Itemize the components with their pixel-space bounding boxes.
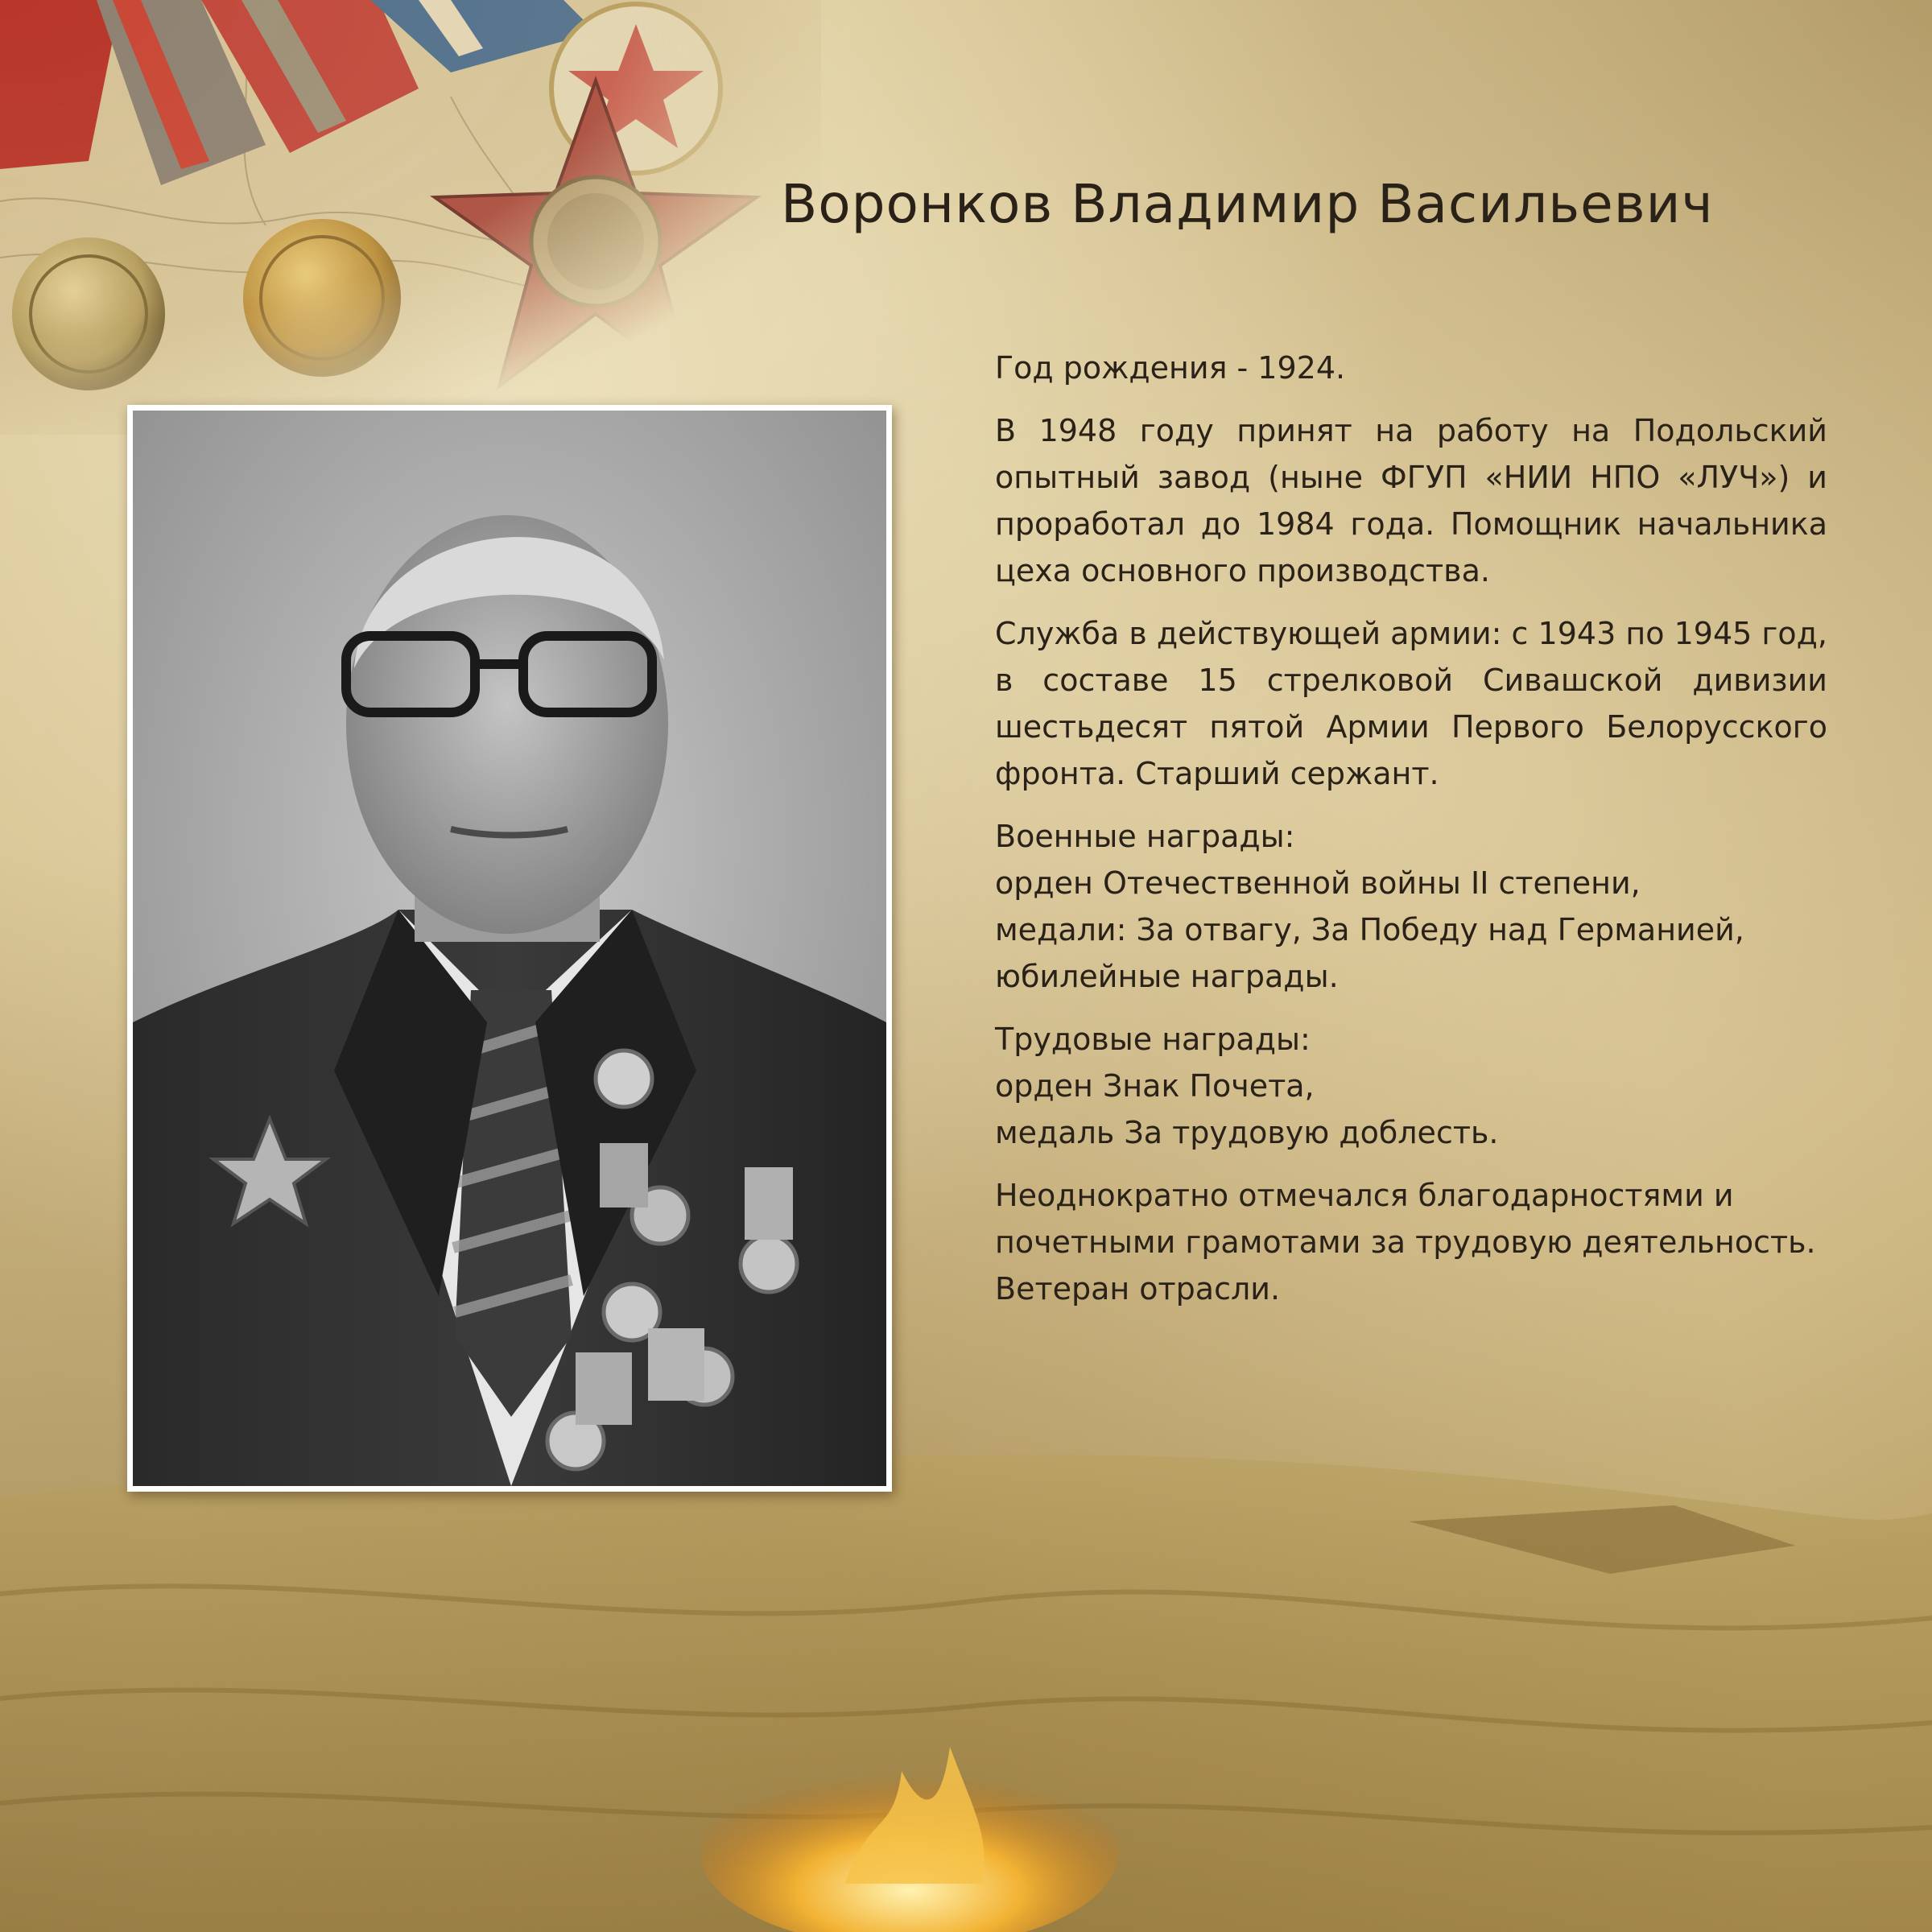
medals-decoration bbox=[0, 0, 821, 435]
portrait-frame bbox=[127, 405, 892, 1492]
biography-text bbox=[995, 345, 1827, 1328]
recognition: Неоднократно отмечался благодарностями и почетными грамотами за трудовую деятельность. Ветеран отрасли. bbox=[995, 1178, 1816, 1307]
flag-and-flame-decoration bbox=[0, 1433, 1932, 1932]
labor-awards bbox=[995, 1016, 1827, 1156]
military-award-item: медали: За отвагу, За Победу над Германией, bbox=[995, 912, 1744, 947]
military-award-item: юбилейные награды. bbox=[995, 959, 1339, 994]
labor-awards-heading: Трудовые награды: bbox=[995, 1022, 1311, 1057]
portrait-photo bbox=[133, 411, 886, 1486]
work-history: В 1948 году принят на работу на Подольский опытный завод (ныне ФГУП «НИИ НПО «ЛУЧ») и проработал до 1984 года. Помощник начальника цеха основного производства. bbox=[995, 413, 1827, 588]
military-awards-heading: Военные награды: bbox=[995, 819, 1295, 854]
labor-award-item: медаль За трудовую доблесть. bbox=[995, 1115, 1499, 1150]
military-service: Служба в действующей армии: с 1943 по 1945 год, в составе 15 стрелковой Сивашской дивизии шестьдесят пятой Армии Первого Белорусского фронта. Старший сержант. bbox=[995, 616, 1827, 791]
labor-award-item: орден Знак Почета, bbox=[995, 1068, 1315, 1104]
page-title: Воронков Владимир Васильевич bbox=[781, 173, 1714, 235]
military-award-item: орден Отечественной войны II степени, bbox=[995, 865, 1641, 901]
birth-year: Год рождения - 1924. bbox=[995, 350, 1346, 386]
military-awards bbox=[995, 813, 1827, 1000]
